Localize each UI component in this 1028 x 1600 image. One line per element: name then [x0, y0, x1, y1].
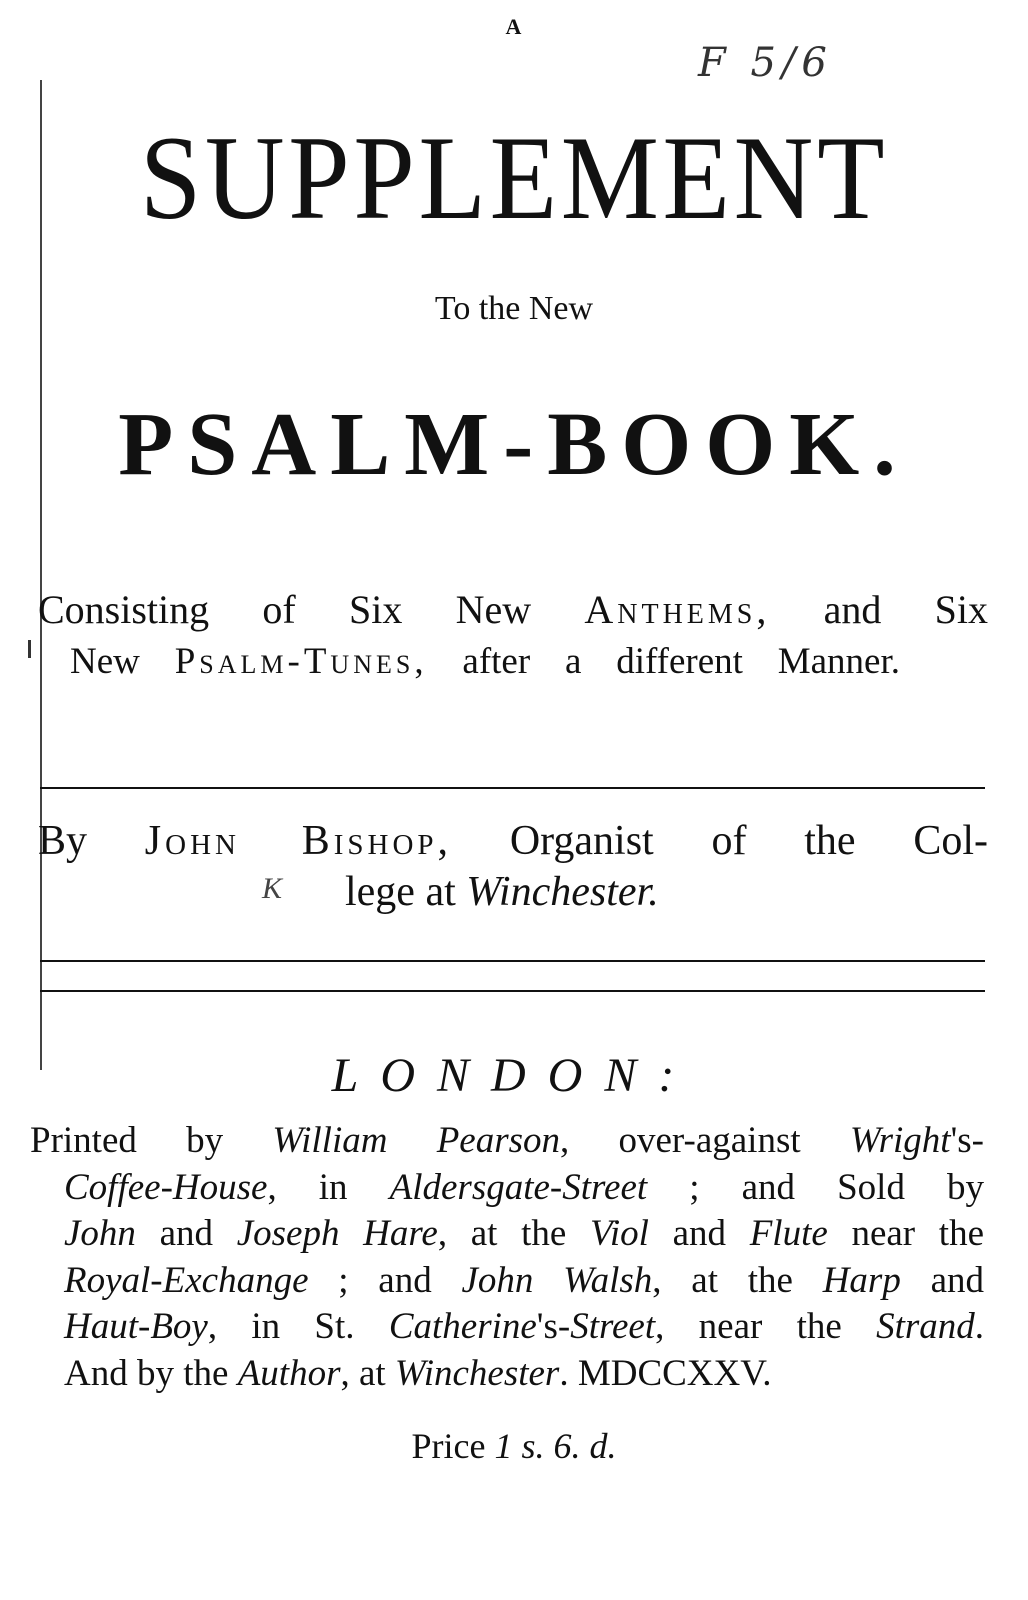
imprint-italic-text: Author [237, 1353, 341, 1395]
imprint-text: , over-against [560, 1120, 850, 1161]
imprint-line [64, 1165, 984, 1212]
imprint-italic-text: Joseph Hare [236, 1213, 438, 1255]
imprint-text: ; and Sold by [647, 1166, 985, 1208]
description-text: New [70, 641, 140, 682]
imprint-text: and [648, 1213, 750, 1255]
imprint-italic-text: Viol [589, 1213, 649, 1255]
imprint-text: , in [267, 1166, 390, 1208]
imprint-italic-text: Flute [749, 1213, 828, 1255]
imprint-text: , at [340, 1353, 395, 1395]
imprint-italic-text: Strand [876, 1306, 975, 1348]
imprint-italic-text: Winchester [394, 1353, 560, 1395]
divider-rule [40, 960, 985, 962]
imprint-text: Printed by [30, 1120, 273, 1161]
imprint-line [64, 1258, 984, 1305]
imprint-text: near the [827, 1213, 984, 1255]
imprint-text: , at the [437, 1213, 590, 1255]
imprint-text: , at the [652, 1259, 823, 1301]
author-place-line [345, 868, 659, 916]
imprint-text: And by the [64, 1353, 238, 1395]
imprint-text: and [900, 1259, 985, 1301]
author-place: Winchester. [466, 869, 659, 915]
author-role-end: lege at [345, 869, 456, 915]
description-anthems: Anthems, [584, 587, 771, 632]
description-text: after a different Manner. [462, 641, 900, 682]
imprint-line [64, 1351, 984, 1398]
price-amount: 1 s. 6. d. [494, 1426, 617, 1466]
imprint-block [30, 1118, 985, 1398]
imprint-text: and [135, 1213, 237, 1255]
handwritten-shelfmark: F 5/6 [698, 40, 833, 86]
imprint-italic-text: Harp [822, 1259, 901, 1301]
imprint-text: , in St. [207, 1306, 389, 1348]
imprint-italic-text: Coffee-House [64, 1166, 268, 1208]
subtitle: To the New [434, 290, 594, 327]
book-title: PSALM-BOOK. [118, 395, 910, 494]
description-text: and Six [823, 587, 988, 632]
imprint-text: 's- [536, 1306, 571, 1348]
price-line [0, 1425, 1028, 1467]
imprint-italic-text: John Walsh [461, 1259, 653, 1301]
author-line [38, 817, 988, 865]
divider-rule [40, 787, 985, 789]
imprint-italic-text: William Pearson [272, 1120, 561, 1161]
description-psalm-tunes: Psalm-Tunes, [174, 641, 428, 682]
imprint-italic-text: Street [570, 1306, 656, 1348]
imprint-text: , near the [655, 1306, 877, 1348]
title-article: A [505, 14, 523, 39]
imprint-italic-text: Catherine [388, 1306, 537, 1348]
description-line-1 [38, 588, 988, 632]
imprint-text: . MDCCXXV. [559, 1353, 772, 1395]
imprint-italic-text: Royal-Exchange [64, 1259, 309, 1301]
author-by: By [38, 818, 88, 864]
imprint-italic-text: Wright [849, 1120, 951, 1161]
author-name: John Bishop, [144, 818, 453, 864]
imprint-italic-text: John [64, 1213, 136, 1255]
author-role: Organist of the Col- [509, 818, 989, 864]
handwritten-mark: K [262, 872, 283, 905]
imprint-text: . [974, 1306, 984, 1348]
page-edge-mark [28, 640, 31, 658]
imprint-city: LONDON: [331, 1049, 697, 1102]
imprint-italic-text: Aldersgate-Street [389, 1166, 648, 1208]
description-line-2 [70, 642, 900, 683]
imprint-line [30, 1118, 984, 1165]
imprint-line [64, 1304, 984, 1351]
price-label: Price [411, 1426, 486, 1466]
title-supplement: SUPPLEMENT [139, 111, 889, 244]
imprint-text: 's- [950, 1120, 984, 1161]
divider-rule [40, 990, 985, 992]
imprint-line [64, 1211, 984, 1258]
imprint-text: ; and [308, 1259, 462, 1301]
description-text: Consisting of Six New [38, 587, 532, 632]
imprint-italic-text: Haut-Boy [64, 1306, 208, 1348]
